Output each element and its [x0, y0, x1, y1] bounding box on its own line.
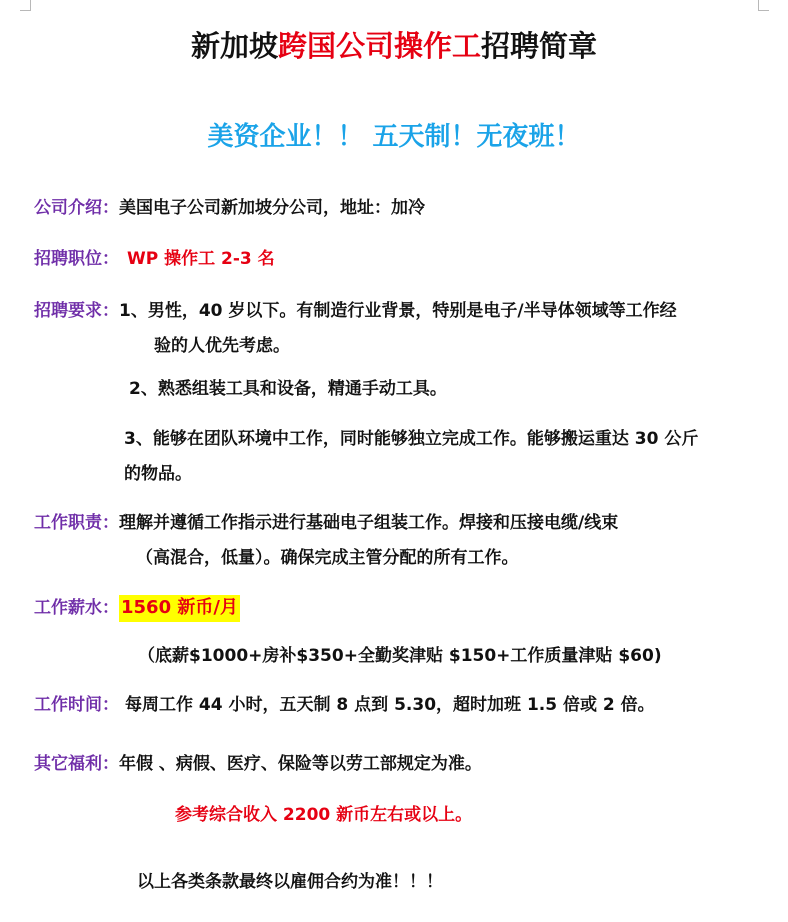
hours-label: 工作时间：: [34, 695, 119, 715]
hours-row: [34, 694, 655, 716]
requirements-row: [34, 300, 677, 322]
duties-line-1: 理解并遵循工作指示进行基础电子组装工作。焊接和压接电缆/线束: [119, 513, 619, 533]
duties-label: 工作职责：: [34, 513, 119, 533]
page-corner-mark-left: [20, 0, 31, 11]
requirement-3-line-2: 的物品。: [124, 464, 192, 484]
duties-line-2: （高混合，低量）。确保完成主管分配的所有工作。: [136, 548, 519, 568]
position-label: 招聘职位：: [34, 249, 119, 269]
title-prefix: 新加坡: [190, 29, 278, 63]
requirement-1-line-1: 1、男性，40 岁以下。有制造行业背景，特别是电子/半导体领域等工作经: [119, 301, 677, 321]
requirement-2: 2、熟悉组装工具和设备，精通手动工具。: [129, 379, 447, 399]
requirement-1-line-2: 验的人优先考虑。: [154, 336, 290, 356]
position-row: [34, 248, 275, 270]
title-highlight: 跨国公司操作工: [277, 29, 481, 63]
page-corner-mark-right: [758, 0, 769, 11]
salary-breakdown: （底薪$1000+房补$350+全勤奖津贴 $150+工作质量津贴 $60): [138, 646, 662, 666]
salary-label: 工作薪水：: [34, 598, 119, 618]
hours-text: 每周工作 44 小时，五天制 8 点到 5.30，超时加班 1.5 倍或 2 倍。: [125, 695, 655, 715]
position-text: WP 操作工 2-3 名: [127, 249, 275, 269]
salary-amount: 1560 新币/月: [119, 595, 240, 622]
benefits-row: [34, 753, 482, 775]
title-suffix: 招聘简章: [481, 29, 598, 63]
benefits-label: 其它福利：: [34, 754, 119, 774]
requirements-label: 招聘要求：: [34, 301, 119, 321]
document-subtitle: 美资企业！！ 五天制！无夜班！: [207, 122, 581, 152]
company-label: 公司介绍：: [34, 198, 119, 218]
income-note: 参考综合收入 2200 新币左右或以上。: [175, 805, 473, 825]
document-title: [0, 24, 788, 65]
company-text: 美国电子公司新加坡分公司，地址：加冷: [119, 198, 425, 218]
duties-row: [34, 512, 618, 534]
salary-row: [34, 597, 240, 619]
benefits-text: 年假 、病假、医疗、保险等以劳工部规定为准。: [119, 754, 482, 774]
requirement-3-line-1: 3、能够在团队环境中工作，同时能够独立完成工作。能够搬运重达 30 公斤: [124, 429, 699, 449]
company-row: [34, 197, 425, 219]
footer-note: 以上各类条款最终以雇佣合约为准！！！: [137, 872, 443, 892]
